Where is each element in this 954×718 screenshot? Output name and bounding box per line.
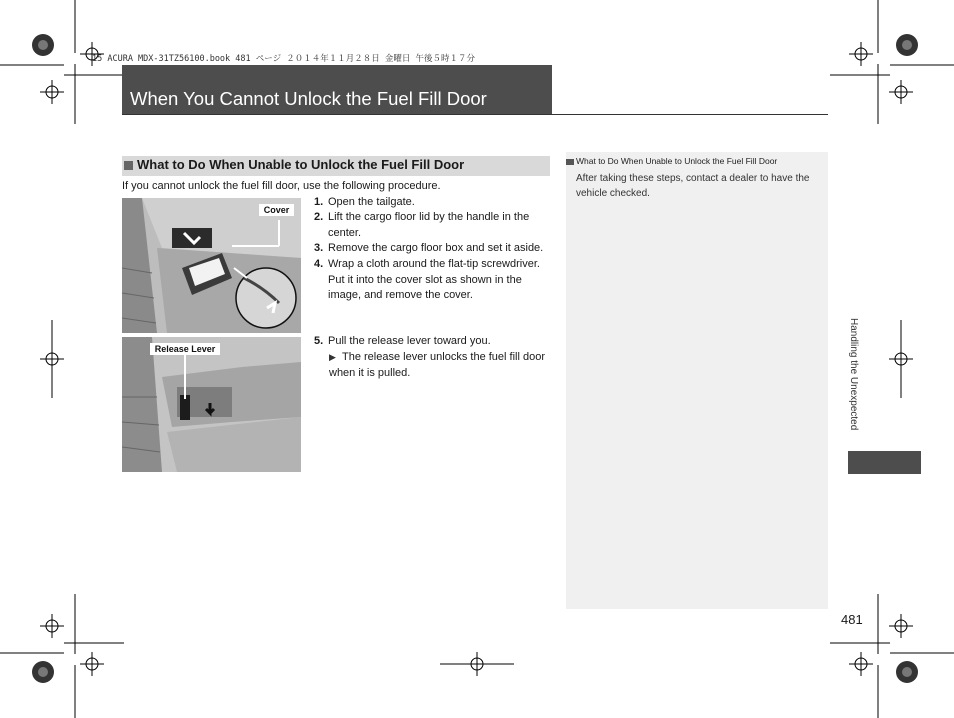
step-number: 5. <box>314 335 324 347</box>
step-text: Remove the cargo floor box and set it aside. <box>328 242 544 254</box>
page-title: When You Cannot Unlock the Fuel Fill Door <box>130 88 487 109</box>
step-number: 2. <box>314 211 324 223</box>
reference-icon <box>566 159 574 165</box>
step-5 <box>314 334 554 350</box>
sidebar-note-body: After taking these steps, contact a dealer to have the vehicle checked. <box>576 173 810 199</box>
intro-text: If you cannot unlock the fuel fill door, use the following procedure. <box>122 180 441 192</box>
release-lever-figure <box>122 337 301 472</box>
chapter-tab-block <box>848 451 921 474</box>
section-bullet-icon <box>124 161 133 170</box>
cover-removal-figure <box>122 198 301 333</box>
section-heading: What to Do When Unable to Unlock the Fuel Fill Door <box>137 157 465 172</box>
step-4 <box>314 257 554 304</box>
page-number: 481 <box>841 612 863 627</box>
step-number: 1. <box>314 196 324 208</box>
step-text: Wrap a cloth around the flat-tip screwdriver. Put it into the cover slot as shown in the image, and remove the cover. <box>328 258 540 301</box>
step-5-result <box>329 349 554 381</box>
figure-label-cover: Cover <box>263 205 290 215</box>
figure-label-release-lever: Release Lever <box>154 344 216 354</box>
title-rule <box>122 114 828 115</box>
chapter-tab-text: Handling the Unexpected <box>848 318 859 431</box>
step-3 <box>314 241 554 257</box>
sidebar-note-title <box>566 156 777 166</box>
sidebar-note-title-text: What to Do When Unable to Unlock the Fuel Fill Door <box>576 156 778 166</box>
step-2 <box>314 210 554 241</box>
result-arrow-icon: ▶ <box>329 352 336 362</box>
step-1 <box>314 195 554 211</box>
step-text: Lift the cargo floor lid by the handle in the center. <box>328 211 530 239</box>
step-text: Pull the release lever toward you. <box>328 335 491 347</box>
step-5-result-text: The release lever unlocks the fuel fill door when it is pulled. <box>329 351 545 379</box>
step-number: 3. <box>314 242 324 254</box>
chapter-tab-label <box>848 318 862 448</box>
sidebar-note-box <box>566 152 828 609</box>
step-number: 4. <box>314 258 324 270</box>
print-header: 15 ACURA MDX-31TZ56100.book 481 ページ ２０１４年１１月２８日 金曜日 午後５時１７分 <box>92 54 475 64</box>
step-text: Open the tailgate. <box>328 196 415 208</box>
